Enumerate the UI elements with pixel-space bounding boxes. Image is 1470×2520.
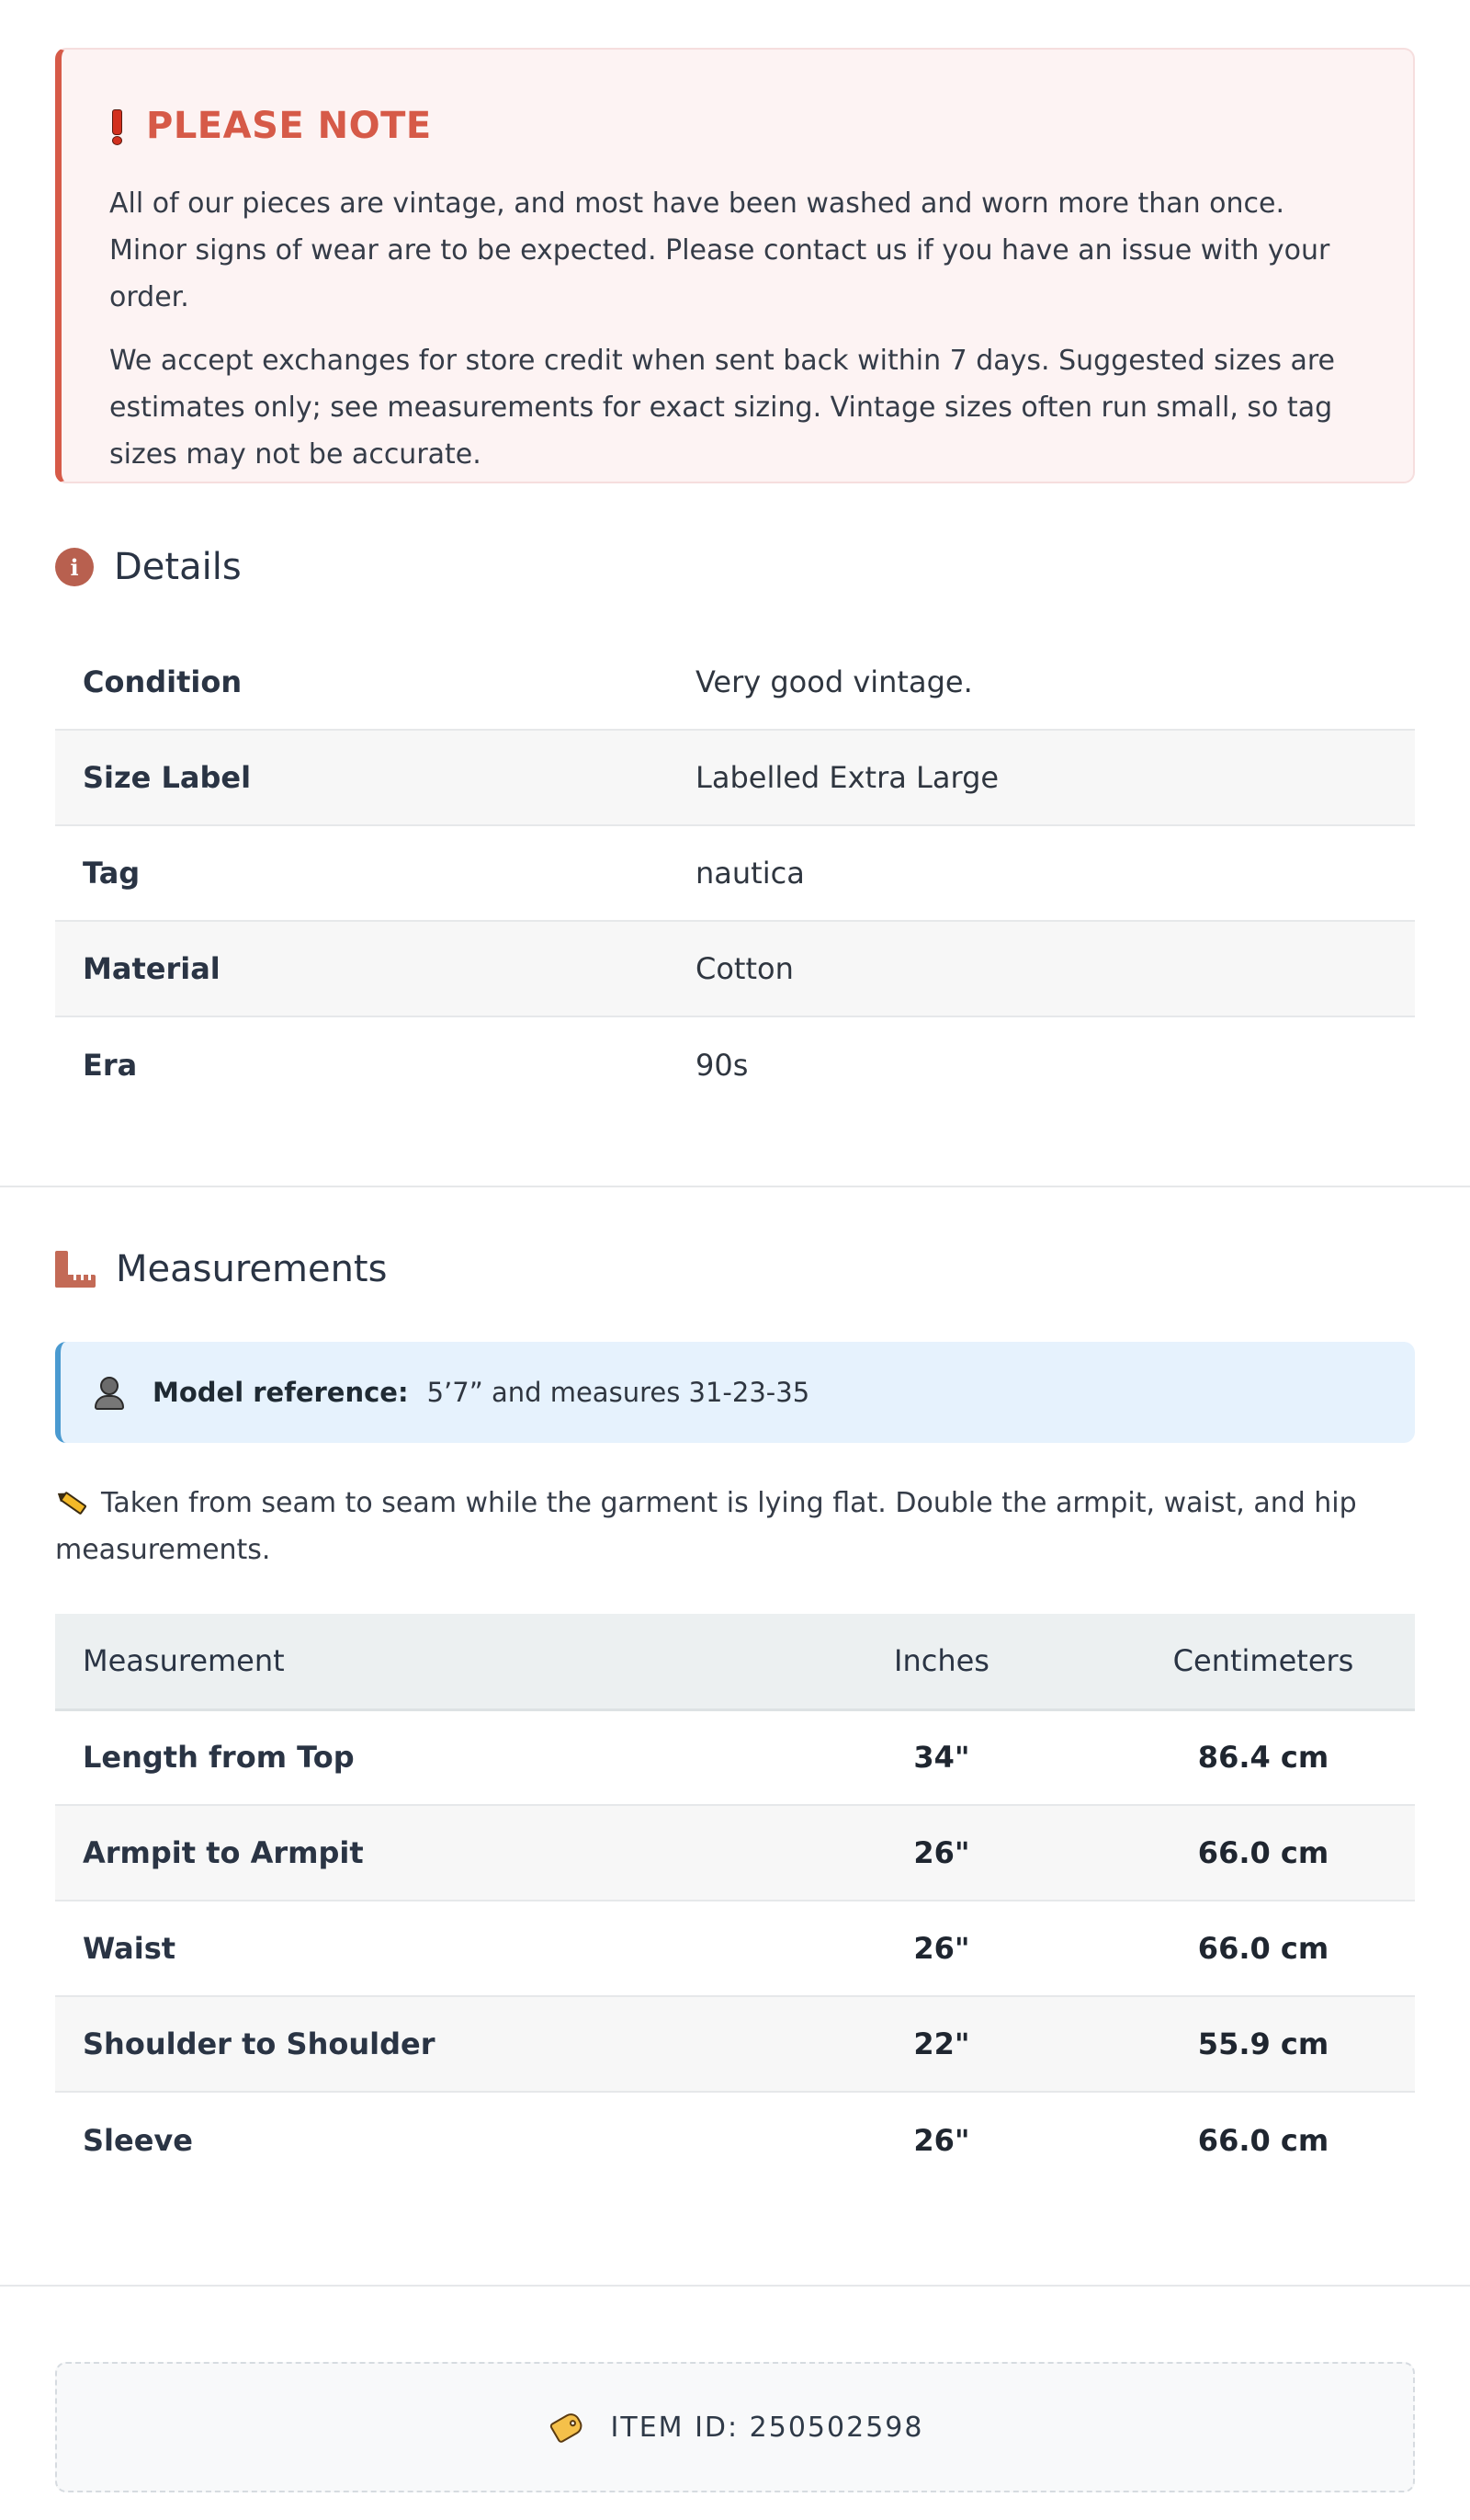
measurement-name: Sleeve [83, 2122, 193, 2158]
measurement-inches: 26" [772, 1805, 1112, 1901]
info-icon: i [55, 548, 94, 586]
measurements-heading [55, 1244, 1415, 1294]
details-row [55, 921, 1415, 1016]
column-header: Measurement [55, 1614, 772, 1709]
exclamation-icon [109, 109, 122, 142]
details-value: Labelled Extra Large [668, 730, 1415, 825]
details-value: nautica [668, 825, 1415, 921]
ruler-icon [55, 1251, 96, 1288]
details-title: Details [114, 546, 242, 588]
details-table [55, 634, 1415, 1112]
measurement-note-text: Taken from seam to seam while the garment is lying flat. Double the armpit, waist, and hip measurements. [55, 1487, 1357, 1566]
measurement-cm: 55.9 cm [1112, 1996, 1415, 2092]
details-value: 90s [695, 1047, 749, 1083]
measurement-inches: 22" [772, 1996, 1112, 2092]
table-row [55, 2092, 1415, 2187]
notice-title: PLEASE NOTE [146, 105, 432, 147]
measurement-inches: 34" [772, 1709, 1112, 1805]
table-row [55, 1709, 1415, 1805]
measurement-note [55, 1480, 1415, 1573]
notice-paragraph: All of our pieces are vintage, and most have been washed and worn more than once. Minor signs of wear are to be expected. Please contact us if you have an issue with your order. [109, 187, 1330, 313]
measurement-name: Shoulder to Shoulder [55, 1996, 772, 2092]
item-id-box [55, 2362, 1415, 2492]
measurement-inches: 26" [913, 2122, 970, 2158]
measurement-cm: 66.0 cm [1197, 2122, 1329, 2158]
table-header-row [55, 1614, 1415, 1709]
measurement-inches: 26" [772, 1901, 1112, 1996]
details-value: Very good vintage. [668, 634, 1415, 730]
measurements-table [55, 1614, 1415, 2187]
item-id: ITEM ID: 250502598 [610, 2411, 924, 2444]
measurement-cm: 86.4 cm [1112, 1709, 1415, 1805]
details-row [55, 634, 1415, 730]
details-key: Material [55, 921, 668, 1016]
notice-box [55, 48, 1415, 483]
model-reference-label: Model reference: [153, 1377, 409, 1408]
person-icon [94, 1375, 125, 1410]
details-key: Tag [55, 825, 668, 921]
pencil-icon [53, 1485, 91, 1519]
details-row [55, 730, 1415, 825]
tag-icon [541, 2404, 589, 2449]
details-row [55, 825, 1415, 921]
section-divider [0, 1186, 1470, 1187]
details-value: Cotton [668, 921, 1415, 1016]
column-header: Centimeters [1112, 1614, 1415, 1709]
table-row [55, 1996, 1415, 2092]
table-row [55, 1805, 1415, 1901]
model-reference-box [55, 1342, 1415, 1443]
column-header: Inches [772, 1614, 1112, 1709]
model-reference-value: 5’7” and measures 31-23-35 [426, 1377, 810, 1408]
measurement-name: Waist [55, 1901, 772, 1996]
notice-paragraph: We accept exchanges for store credit when sent back within 7 days. Suggested sizes are estimates only; see measurements for exact sizing. Vintage sizes often run small, so tag sizes may not be accurate. [109, 345, 1336, 471]
measurement-name: Armpit to Armpit [55, 1805, 772, 1901]
section-divider [0, 2285, 1470, 2287]
table-row [55, 1901, 1415, 1996]
details-key: Era [83, 1047, 138, 1083]
notice-header [109, 105, 1367, 147]
details-row [55, 1016, 1415, 1112]
measurements-title: Measurements [116, 1248, 388, 1290]
measurement-cm: 66.0 cm [1112, 1805, 1415, 1901]
details-key: Condition [55, 634, 668, 730]
details-key: Size Label [55, 730, 668, 825]
details-heading [55, 542, 1415, 592]
measurement-name: Length from Top [55, 1709, 772, 1805]
measurement-cm: 66.0 cm [1112, 1901, 1415, 1996]
